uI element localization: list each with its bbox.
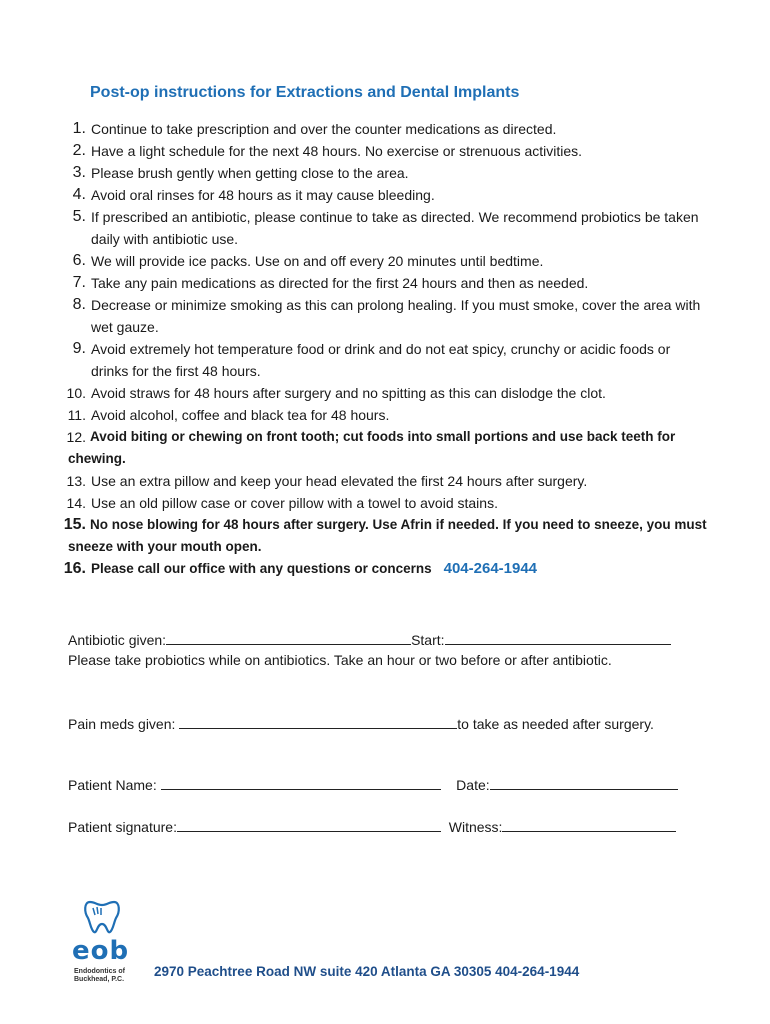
witness-field[interactable] [502, 817, 676, 832]
item-number: 14. [66, 495, 86, 511]
pain-meds-row [68, 714, 654, 732]
list-item [0, 404, 770, 426]
list-item [0, 118, 770, 140]
patient-name-field[interactable] [161, 775, 441, 790]
item-number: 2. [72, 142, 86, 159]
item-text: Use an extra pillow and keep your head elevated the first 24 hours after surgery. [91, 473, 588, 489]
signature-field[interactable] [177, 817, 441, 832]
page-title: Post-op instructions for Extractions and Dental Implants [90, 84, 520, 101]
item-text: Take any pain medications as directed for the first 24 hours and then as needed. [91, 275, 589, 291]
item-text: Please call our office with any questions or concerns [91, 561, 432, 576]
item-number: 9. [72, 340, 86, 357]
item-text: No nose blowing for 48 hours after surgery. Use Afrin if needed. If you need to sneeze, you must sneeze with your mouth open. [68, 517, 707, 554]
antibiotic-label: Antibiotic given: [68, 632, 167, 648]
item-text: Please brush gently when getting close to the area. [91, 165, 409, 181]
patient-name-label: Patient Name: [68, 777, 157, 793]
start-field[interactable] [445, 630, 671, 645]
signature-label: Patient signature: [68, 819, 177, 835]
antibiotic-row [68, 630, 671, 648]
pain-meds-field[interactable] [179, 714, 457, 729]
signature-row [68, 817, 676, 835]
item-text: Avoid extremely hot temperature food or drink and do not eat spicy, crunchy or acidic foods or drinks for the first 48 hours. [91, 341, 671, 379]
item-number: 10. [66, 385, 86, 401]
list-item [0, 250, 770, 272]
list-item [0, 338, 770, 382]
item-text: Use an old pillow case or cover pillow with a towel to avoid stains. [91, 495, 498, 511]
office-phone: 404-264-1944 [443, 560, 538, 577]
patient-name-row [68, 775, 678, 793]
item-number: 7. [72, 274, 86, 291]
item-number: 3. [72, 164, 86, 181]
item-text: Avoid straws for 48 hours after surgery and no spitting as this can dislodge the clot. [91, 385, 606, 401]
item-number: 1. [72, 120, 86, 137]
pain-meds-suffix: to take as needed after surgery. [457, 716, 654, 732]
list-item [0, 558, 770, 580]
item-text: Continue to take prescription and over the counter medications as directed. [91, 121, 557, 137]
logo-subtitle: Endodontics of Buckhead, P.C. [74, 968, 125, 983]
item-number: 12. [66, 429, 86, 445]
antibiotic-field[interactable] [166, 630, 411, 645]
start-label: Start: [411, 632, 445, 648]
item-number: 11. [67, 407, 86, 423]
item-number: 4. [72, 186, 86, 203]
list-item [0, 272, 770, 294]
item-number: 15. [63, 516, 86, 533]
list-item [0, 294, 770, 338]
item-text: Decrease or minimize smoking as this can prolong healing. If you must smoke, cover the area with wet gauze. [91, 297, 701, 335]
date-label: Date: [456, 777, 490, 793]
list-item [0, 162, 770, 184]
probiotic-note: Please take probiotics while on antibiotics. Take an hour or two before or after antibiotic. [68, 652, 612, 668]
logo-wordmark: eob [72, 936, 130, 966]
item-text: Avoid alcohol, coffee and black tea for 48 hours. [91, 407, 390, 423]
list-item [0, 492, 770, 514]
instructions-list [0, 118, 770, 580]
list-item [0, 382, 770, 404]
item-number: 5. [72, 208, 86, 225]
pain-meds-label: Pain meds given: [68, 716, 176, 732]
list-item [0, 470, 770, 492]
list-item [0, 184, 770, 206]
list-item [0, 206, 770, 250]
item-text: If prescribed an antibiotic, please continue to take as directed. We recommend probiotics be taken daily with antibiotic use. [91, 209, 699, 247]
date-field[interactable] [490, 775, 678, 790]
item-text: Avoid oral rinses for 48 hours as it may cause bleeding. [91, 187, 435, 203]
item-number: 8. [72, 296, 86, 313]
list-item [0, 426, 770, 470]
practice-logo [70, 896, 140, 983]
item-number: 16. [63, 560, 86, 577]
item-number: 13. [66, 473, 86, 489]
item-text: We will provide ice packs. Use on and off every 20 minutes until bedtime. [91, 253, 544, 269]
item-text: Have a light schedule for the next 48 hours. No exercise or strenuous activities. [91, 143, 583, 159]
list-item [0, 140, 770, 162]
item-text: Avoid biting or chewing on front tooth; cut foods into small portions and use back teeth for chewing. [68, 429, 676, 466]
footer-address: 2970 Peachtree Road NW suite 420 Atlanta GA 30305 404-264-1944 [154, 964, 580, 979]
witness-label: Witness: [448, 819, 503, 835]
item-number: 6. [72, 252, 86, 269]
tooth-icon [82, 896, 122, 936]
list-item [0, 514, 770, 558]
